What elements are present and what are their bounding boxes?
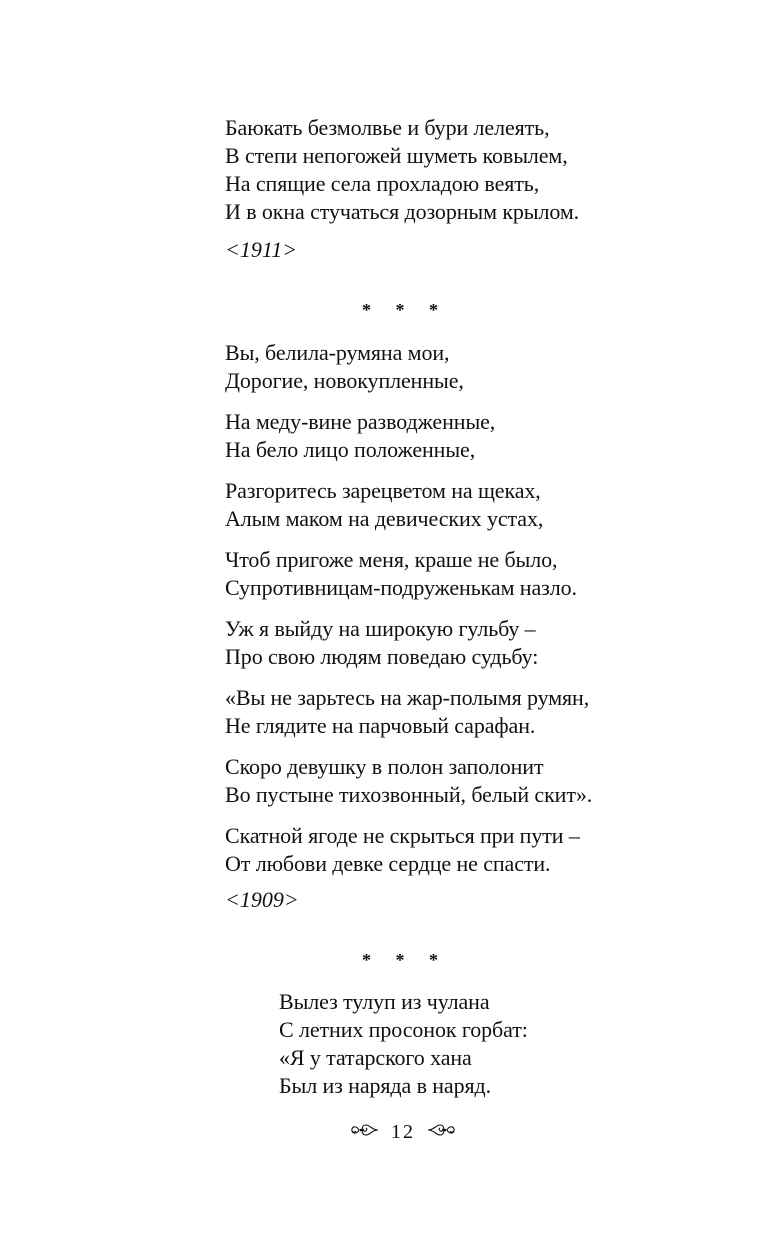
page-number: 12 bbox=[391, 1121, 415, 1143]
poem-line: На меду-вине разводженные, bbox=[225, 409, 496, 434]
poem-line: Вы, белила-румяна мои, bbox=[225, 340, 450, 365]
poem-line: В степи непогожей шуметь ковылем, bbox=[225, 143, 568, 168]
poem-line: Вылез тулуп из чулана bbox=[279, 989, 490, 1014]
poem-line: И в окна стучаться дозорным крылом. bbox=[225, 199, 580, 224]
poem-line: «Вы не зарьтесь на жар-полымя румян, bbox=[225, 685, 590, 710]
poem-date: <1909> bbox=[225, 887, 299, 912]
poem-line: Был из наряда в наряд. bbox=[279, 1073, 492, 1098]
poem-line: Разгоритесь зарецветом на щеках, bbox=[225, 478, 541, 503]
poem-line: Не глядите на парчовый сарафан. bbox=[225, 713, 536, 738]
poem-line: Скоро девушку в полон заполонит bbox=[225, 754, 544, 779]
poem-line: «Я у татарского хана bbox=[279, 1045, 472, 1070]
poem-line: С летних просонок горбат: bbox=[279, 1017, 528, 1042]
scroll-ornament-right-icon bbox=[426, 1119, 456, 1147]
poem-line: Чтоб пригоже меня, краше не было, bbox=[225, 547, 558, 572]
poem-line: Про свою людям поведаю судьбу: bbox=[225, 644, 539, 669]
poem-line: Алым маком на девических устах, bbox=[225, 506, 544, 531]
stanza-separator: * * * bbox=[362, 300, 448, 320]
page-footer bbox=[0, 1118, 768, 1147]
stanza-separator: * * * bbox=[362, 950, 448, 970]
scroll-ornament-left-icon bbox=[350, 1119, 380, 1147]
poem-line: Во пустыне тихозвонный, белый скит». bbox=[225, 782, 593, 807]
poem-line: Баюкать безмолвье и бури лелеять, bbox=[225, 115, 550, 140]
poem-line: Скатной ягоде не скрыться при пути – bbox=[225, 823, 580, 848]
poem-line: Дорогие, новокупленные, bbox=[225, 368, 464, 393]
poem-line: Уж я выйду на широкую гульбу – bbox=[225, 616, 536, 641]
poem-line: Супротивницам-подруженькам назло. bbox=[225, 575, 577, 600]
poem-line: От любови девке сердце не спасти. bbox=[225, 851, 551, 876]
poem-line: На спящие села прохладою веять, bbox=[225, 171, 540, 196]
poem-line: На бело лицо положенные, bbox=[225, 437, 476, 462]
poem-date: <1911> bbox=[225, 237, 298, 262]
